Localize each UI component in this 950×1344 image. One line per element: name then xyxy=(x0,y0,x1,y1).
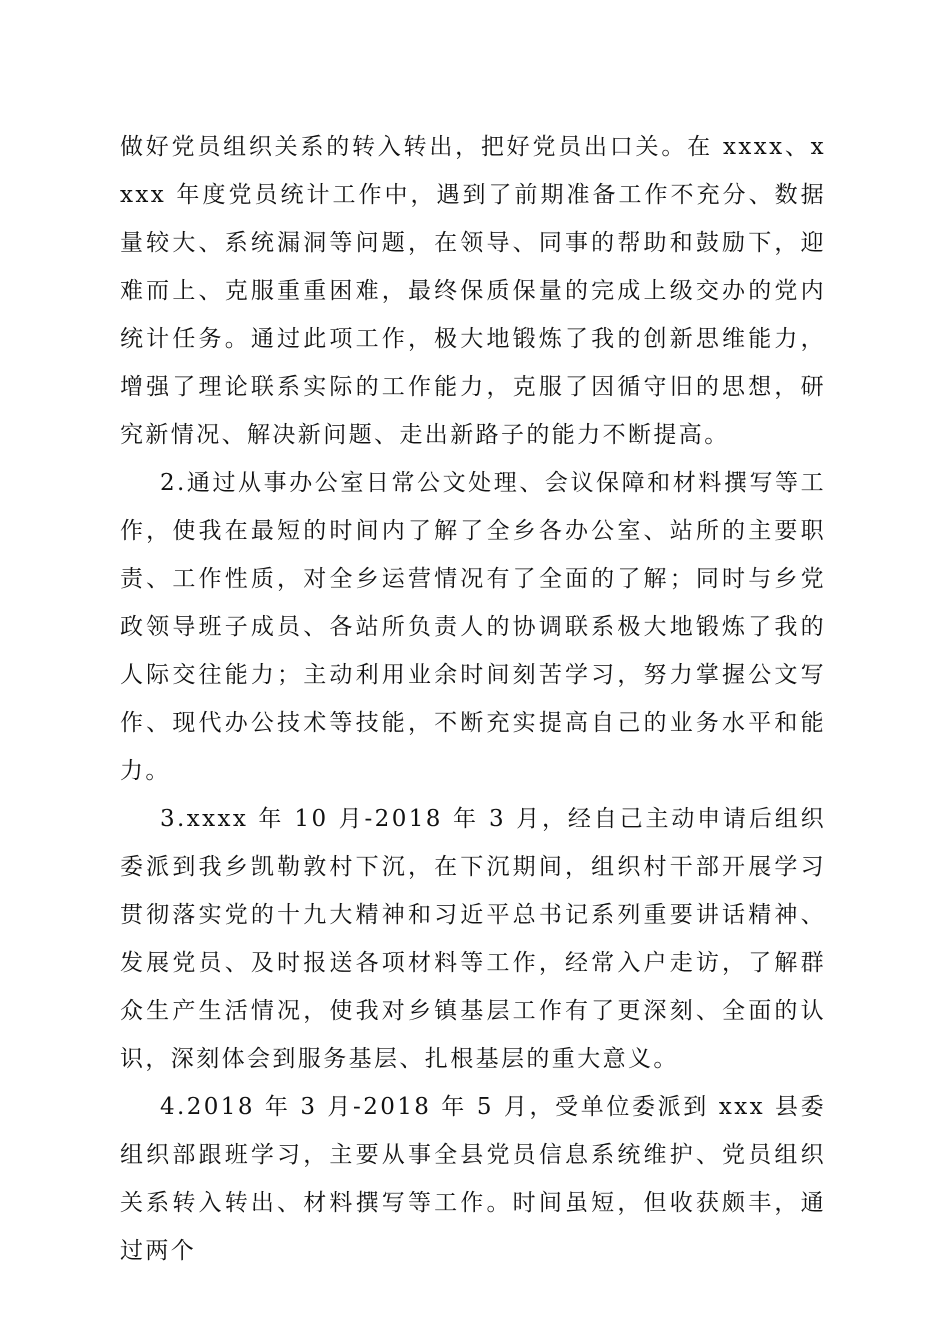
paragraph-item-4: 4.2018 年 3 月-2018 年 5 月，受单位委派到 xxx 县委组织部跟班学习，主要从事全县党员信息系统维护、党员组织关系转入转出、材料撰写等工作。时间虽短，但收获颇丰，通过两个 xyxy=(120,1094,826,1264)
document-body xyxy=(120,123,826,1275)
paragraph-item-2: 2.通过从事办公室日常公文处理、会议保障和材料撰写等工作，使我在最短的时间内了解了全乡各办公室、站所的主要职责、工作性质，对全乡运营情况有了全面的了解；同时与乡党政领导班子成员、各站所负责人的协调联系极大地锻炼了我的人际交往能力；主动利用业余时间刻苦学习，努力掌握公文写作、现代办公技术等技能，不断充实提高自己的业务水平和能力。 xyxy=(120,470,826,784)
paragraph-item-3: 3.xxxx 年 10 月-2018 年 3 月，经自己主动申请后组织委派到我乡凯勒敦村下沉，在下沉期间，组织村干部开展学习贯彻落实党的十九大精神和习近平总书记系列重要讲话精神、发展党员、及时报送各项材料等工作，经常入户走访，了解群众生产生活情况，使我对乡镇基层工作有了更深刻、全面的认识，深刻体会到服务基层、扎根基层的重大意义。 xyxy=(120,806,826,1072)
paragraph-continuation: 做好党员组织关系的转入转出，把好党员出口关。在 xxxx、xxxx 年度党员统计工作中，遇到了前期准备工作不充分、数据量较大、系统漏洞等问题，在领导、同事的帮助和鼓励下，迎难而上、克服重重困难，最终保质保量的完成上级交办的党内统计任务。通过此项工作，极大地锻炼了我的创新思维能力，增强了理论联系实际的工作能力，克服了因循守旧的思想，研究新情况、解决新问题、走出新路子的能力不断提高。 xyxy=(120,134,826,448)
